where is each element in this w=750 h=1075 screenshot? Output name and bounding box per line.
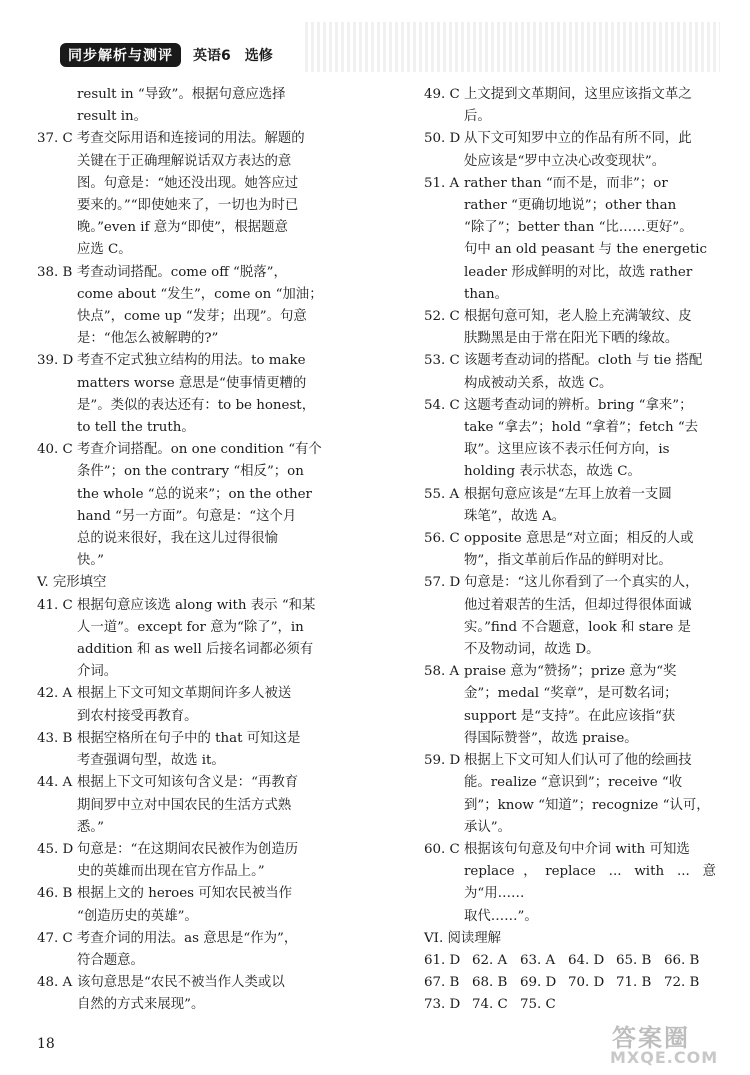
question-number: 39. D bbox=[37, 353, 74, 369]
answer-item bbox=[424, 572, 716, 661]
question-number: 50. D bbox=[424, 131, 461, 147]
answer-item bbox=[37, 972, 357, 1016]
explanation-text bbox=[464, 572, 716, 661]
explanation-line: 句意是：“这儿你看到了一个真实的人， bbox=[464, 575, 699, 591]
series-badge: 同步解析与测评 bbox=[60, 43, 181, 67]
explanation-line: 根据上下文可知文革期间许多人被送 bbox=[77, 686, 292, 702]
explanation-line: 该题考查动词的搭配。cloth 与 tie 搭配 bbox=[464, 353, 703, 369]
explanation-line: 根据上下文可知该句含义是：“再教育 bbox=[77, 775, 299, 791]
answer-item bbox=[424, 173, 716, 306]
explanation-line: “除了”；better than “比……更好”。 bbox=[464, 220, 693, 236]
answer-item bbox=[37, 928, 357, 972]
explanation-line: 得国际赞誉”，故选 praise。 bbox=[464, 730, 638, 746]
explanation-line: 句意是：“在这期间农民被作为创造历 bbox=[77, 841, 299, 857]
explanation-line: rather “更确切地说”；other than bbox=[464, 198, 677, 214]
explanation-line: 不及物动词，故选 D。 bbox=[464, 642, 600, 658]
explanation-text bbox=[464, 306, 716, 350]
explanation-text bbox=[77, 772, 357, 839]
explanation-line: 物”，指文革前后作品的鲜明对比。 bbox=[464, 553, 672, 569]
explanation-line: 应选 C。 bbox=[77, 242, 132, 258]
explanation-line: 期间罗中立对中国农民的生活方式熟 bbox=[77, 797, 292, 813]
question-number: 55. A bbox=[424, 486, 460, 502]
explanation-line: “创造历史的英雄”。 bbox=[77, 908, 198, 924]
explanation-line: addition 和 as well 后接名词都必须有 bbox=[77, 642, 314, 658]
explanation-line: 图。句意是：“她还没出现。她答应过 bbox=[77, 175, 299, 191]
question-number: 51. A bbox=[424, 175, 460, 191]
question-number: 40. C bbox=[37, 442, 73, 458]
answer-item bbox=[424, 84, 716, 128]
explanation-line: 关键在于正确理解说话双方表达的意 bbox=[77, 153, 292, 169]
header-decoration bbox=[305, 22, 720, 72]
explanation-line: 快。” bbox=[77, 553, 104, 569]
answer-key-item: 63. A bbox=[520, 952, 556, 968]
section-heading: V. 完形填空 bbox=[37, 575, 107, 591]
explanation-line: 根据上下文可知人们认可了他的绘画技 bbox=[464, 753, 692, 769]
watermark-logo: 答案圈 bbox=[612, 1024, 690, 1052]
explanation-text bbox=[77, 683, 357, 727]
explanation-line: hand “另一方面”。句意是：“这个月 bbox=[77, 508, 297, 524]
explanation-line: 晚。”even if 意为“即使”，根据题意 bbox=[77, 220, 288, 236]
answer-item bbox=[37, 128, 357, 261]
answer-key-item: 75. C bbox=[520, 997, 556, 1013]
explanation-line: 肤黝黑是由于常在阳光下晒的缘故。 bbox=[464, 331, 679, 347]
explanation-line: the whole “总的说来”；on the other bbox=[77, 486, 312, 502]
answer-item bbox=[37, 839, 357, 883]
explanation-text bbox=[77, 839, 357, 883]
answer-item bbox=[37, 728, 357, 772]
explanation-line: 考查动词搭配。come off “脱落”， bbox=[77, 264, 287, 280]
explanation-line: 该句意思是“农民不被当作人类或以 bbox=[77, 975, 285, 991]
explanation-line: opposite 意思是“对立面；相反的人或 bbox=[464, 531, 694, 547]
explanation-line: to tell the truth。 bbox=[77, 420, 195, 436]
explanation-line: 条件”；on the contrary “相反”；on bbox=[77, 464, 304, 480]
explanation-text bbox=[464, 173, 716, 306]
explanation-text bbox=[77, 439, 357, 572]
explanation-line: 要来的。”“即使她来了，一切也为时已 bbox=[77, 198, 299, 214]
explanation-line: take “拿去”；hold “拿着”；fetch “去 bbox=[464, 420, 699, 436]
question-number: 38. B bbox=[37, 264, 73, 280]
answer-item bbox=[37, 350, 357, 439]
explanation-line: 构成被动关系，故选 C。 bbox=[464, 375, 613, 391]
answer-item bbox=[424, 528, 716, 572]
explanation-text bbox=[77, 595, 357, 684]
question-number: 49. C bbox=[424, 87, 460, 102]
explanation-line: 根据该句句意及句中介词 with 可知选 bbox=[464, 841, 690, 857]
explanation-line: 根据上文的 heroes 可知农民被当作 bbox=[77, 886, 293, 902]
explanation-text bbox=[464, 750, 716, 839]
question-number: 43. B bbox=[37, 730, 73, 746]
right-column bbox=[424, 84, 716, 1017]
section-heading: VI. 阅读理解 bbox=[424, 930, 502, 946]
question-number: 42. A bbox=[37, 686, 73, 702]
explanation-text bbox=[464, 350, 716, 394]
explanation-line: 是”。类似的表达还有：to be honest， bbox=[77, 397, 316, 413]
watermark-site: MXQE.COM bbox=[610, 1048, 719, 1067]
explanation-line: holding 表示状态，故选 C。 bbox=[464, 464, 641, 480]
answer-item bbox=[424, 350, 716, 394]
explanation-line: 史的英雄而出现在官方作品上。” bbox=[77, 864, 265, 880]
question-number: 60. C bbox=[424, 841, 460, 857]
answer-key-item: 68. B bbox=[472, 975, 508, 991]
explanation-line: 珠笔”，故选 A。 bbox=[464, 508, 566, 524]
explanation-line: come about “发生”，come on “加油； bbox=[77, 286, 323, 302]
question-number: 45. D bbox=[37, 841, 74, 857]
explanation-line: 介词。 bbox=[77, 664, 118, 680]
answer-item bbox=[424, 661, 716, 750]
explanation-line: 承认”。 bbox=[464, 819, 512, 835]
explanation-line: 到”；know “知道”；recognize “认可， bbox=[464, 797, 710, 813]
answer-key-item: 64. D bbox=[568, 952, 605, 968]
answer-key-row bbox=[424, 972, 716, 994]
explanation-line: than。 bbox=[464, 286, 509, 302]
answer-continuation: result in。 bbox=[77, 109, 148, 125]
question-number: 57. D bbox=[424, 575, 461, 591]
explanation-text bbox=[464, 484, 716, 528]
question-number: 56. C bbox=[424, 531, 460, 547]
explanation-line: 这题考查动词的辨析。bring “拿来”； bbox=[464, 397, 693, 413]
question-number: 41. C bbox=[37, 597, 73, 613]
answer-key-item: 61. D bbox=[424, 952, 461, 968]
explanation-line: rather than “而不是，而非”；or bbox=[464, 175, 668, 191]
explanation-line: 考查介词的用法。as 意思是“作为”， bbox=[77, 930, 298, 946]
explanation-line: 根据空格所在句子中的 that 可知这是 bbox=[77, 730, 301, 746]
explanation-text bbox=[77, 350, 357, 439]
answer-item bbox=[424, 306, 716, 350]
answer-item bbox=[37, 683, 357, 727]
subject-label: 英语6 选修 bbox=[193, 48, 273, 64]
explanation-text bbox=[464, 128, 716, 172]
question-number: 59. D bbox=[424, 753, 461, 769]
explanation-text bbox=[77, 883, 357, 927]
answer-item bbox=[37, 772, 357, 839]
answer-item bbox=[424, 128, 716, 172]
explanation-line: 到农村接受再教育。 bbox=[77, 708, 198, 724]
explanation-line: 上文提到文革期间，这里应该指文革之 bbox=[464, 87, 692, 102]
answer-key-item: 66. B bbox=[664, 952, 700, 968]
answer-key-item: 67. B bbox=[424, 975, 460, 991]
question-number: 53. C bbox=[424, 353, 460, 369]
question-number: 47. C bbox=[37, 930, 73, 946]
explanation-text bbox=[77, 728, 357, 772]
explanation-line: 根据句意应该选 along with 表示 “和某 bbox=[77, 597, 316, 613]
explanation-line: 他过着艰苦的生活，但却过得很体面诚 bbox=[464, 597, 692, 613]
explanation-line: replace，replace ... with ... 意为“用…… bbox=[464, 864, 716, 902]
answer-item bbox=[424, 395, 716, 484]
explanation-line: 处应该是“罗中立决心改变现状”。 bbox=[464, 153, 666, 169]
explanation-text bbox=[464, 395, 716, 484]
explanation-line: 符合题意。 bbox=[77, 952, 144, 968]
answer-item bbox=[37, 595, 357, 684]
explanation-line: support 是“支持”。在此应该指“获 bbox=[464, 708, 676, 724]
answer-key-item: 65. B bbox=[616, 952, 652, 968]
answer-continuation: result in “导致”。根据句意应选择 bbox=[77, 87, 286, 102]
explanation-text bbox=[464, 528, 716, 572]
question-number: 48. A bbox=[37, 975, 73, 991]
explanation-line: matters worse 意思是“使事情更糟的 bbox=[77, 375, 307, 391]
answer-key-item: 72. B bbox=[664, 975, 700, 991]
answer-item bbox=[37, 262, 357, 351]
explanation-line: 考查不定式独立结构的用法。to make bbox=[77, 353, 306, 369]
question-number: 54. C bbox=[424, 397, 460, 413]
explanation-text bbox=[464, 661, 716, 750]
explanation-line: 根据句意应该是“左耳上放着一支圆 bbox=[464, 486, 672, 502]
explanation-line: 考查交际用语和连接词的用法。解题的 bbox=[77, 131, 305, 147]
answer-item bbox=[37, 439, 357, 572]
explanation-text bbox=[77, 262, 357, 351]
explanation-line: 人一道”。except for 意为“除了”，in bbox=[77, 619, 304, 635]
explanation-line: 快点”，come up “发芽；出现”。句意 bbox=[77, 309, 307, 325]
page-number: 18 bbox=[37, 1036, 55, 1052]
explanation-line: leader 形成鲜明的对比，故选 rather bbox=[464, 264, 693, 280]
answer-key-item: 74. C bbox=[472, 997, 508, 1013]
question-number: 44. A bbox=[37, 775, 73, 791]
explanation-line: 根据句意可知，老人脸上充满皱纹、皮 bbox=[464, 309, 692, 325]
explanation-line: 总的说来很好，我在这儿过得很愉 bbox=[77, 531, 278, 547]
explanation-line: 自然的方式来展现”。 bbox=[77, 997, 205, 1013]
answer-key-row bbox=[424, 994, 716, 1016]
answer-key-item: 69. D bbox=[520, 975, 557, 991]
running-header bbox=[60, 44, 273, 66]
explanation-text bbox=[77, 128, 357, 261]
explanation-line: 能。realize “意识到”；receive “收 bbox=[464, 775, 683, 791]
answer-key-item: 71. B bbox=[616, 975, 652, 991]
question-number: 37. C bbox=[37, 131, 73, 147]
answer-item bbox=[424, 750, 716, 839]
explanation-line: 悉。” bbox=[77, 819, 104, 835]
question-number: 46. B bbox=[37, 886, 73, 902]
answer-key-item: 73. D bbox=[424, 997, 461, 1013]
explanation-line: 从下文可知罗中立的作品有所不同，此 bbox=[464, 131, 692, 147]
explanation-line: 后。 bbox=[464, 109, 491, 125]
answer-key-item: 70. D bbox=[568, 975, 605, 991]
explanation-line: 考查介词搭配。on one condition “有个 bbox=[77, 442, 322, 458]
explanation-line: praise 意为“赞扬”；prize 意为“奖 bbox=[464, 664, 677, 680]
left-column bbox=[37, 84, 357, 1017]
answer-item bbox=[424, 839, 716, 928]
answer-key-item: 62. A bbox=[472, 952, 508, 968]
answer-item bbox=[424, 484, 716, 528]
question-number: 58. A bbox=[424, 664, 460, 680]
explanation-text bbox=[464, 84, 716, 128]
explanation-line: 取”。这里应该不表示任何方向，is bbox=[464, 442, 670, 458]
explanation-text bbox=[77, 928, 357, 972]
explanation-line: 取代……”。 bbox=[464, 908, 538, 924]
explanation-text bbox=[464, 839, 716, 928]
question-number: 52. C bbox=[424, 309, 460, 325]
answer-item bbox=[37, 883, 357, 927]
explanation-text bbox=[77, 972, 357, 1016]
answer-key-row bbox=[424, 950, 716, 972]
explanation-line: 是：“他怎么被解聘的?” bbox=[77, 331, 219, 347]
explanation-line: 句中 an old peasant 与 the energetic bbox=[464, 242, 708, 258]
explanation-line: 考查强调句型，故选 it。 bbox=[77, 753, 225, 769]
explanation-line: 金”；medal “奖章”，是可数名词； bbox=[464, 686, 678, 702]
explanation-line: 实。”find 不合题意，look 和 stare 是 bbox=[464, 619, 691, 635]
